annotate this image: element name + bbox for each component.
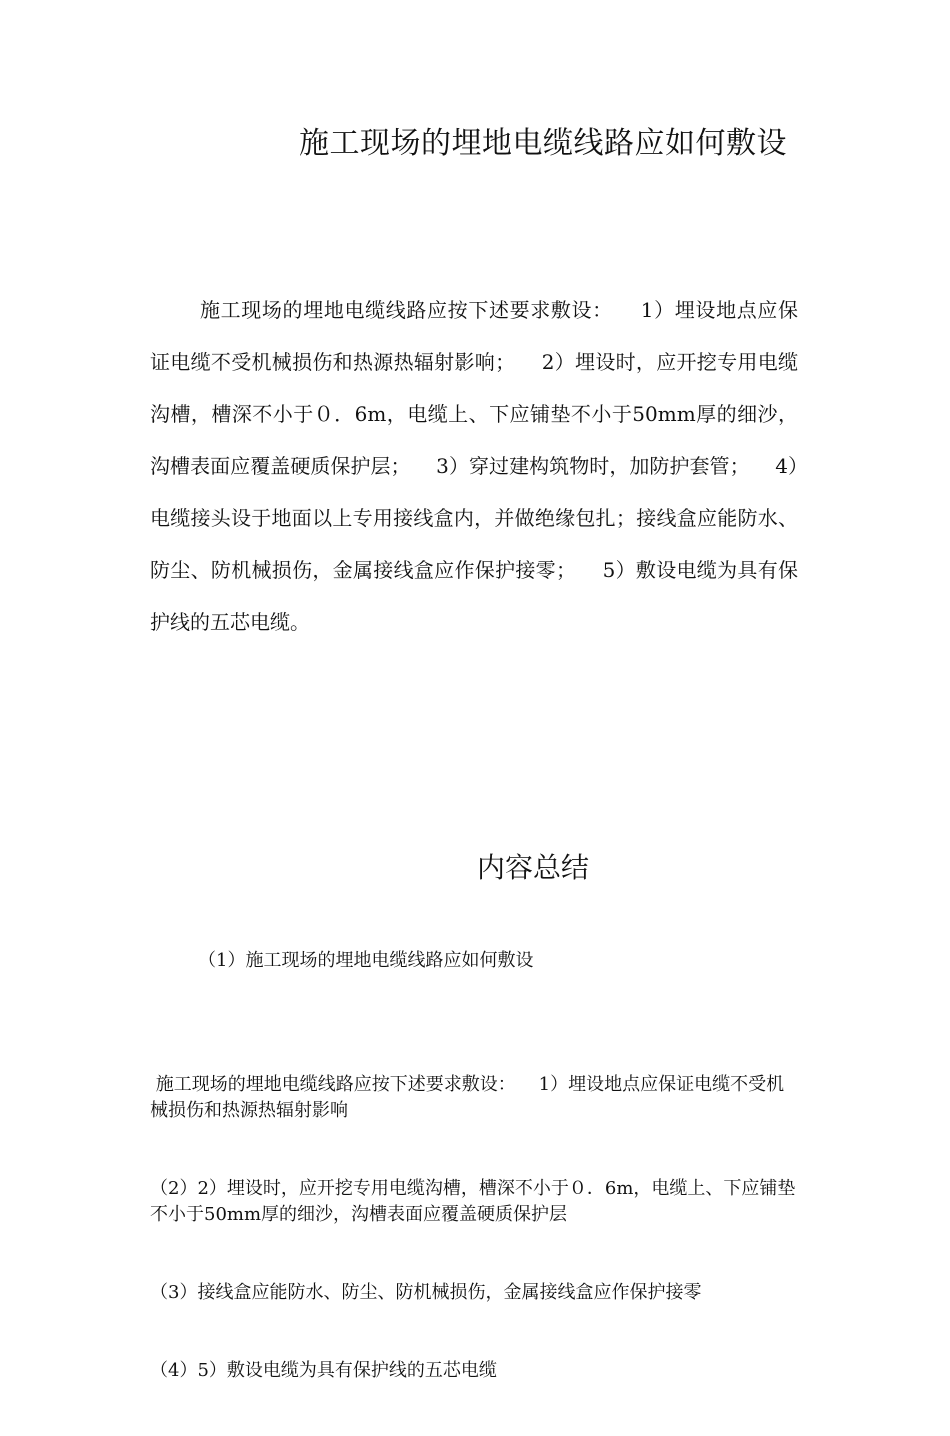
document-body: 施工现场的埋地电缆线路应按下述要求敷设： 1）埋设地点应保证电缆不受机械损伤和热源热辐射影响； 2）埋设时，应开挖专用电缆沟槽，槽深不小于０．6m，电缆上、下应铺垫不小于50mm厚的细沙，沟槽表面应覆盖硬质保护层； 3）穿过建构筑物时，加防护套管； 4）电缆接头设于地面以上专用接线盒内，并做绝缘包扎；接线盒应能防水、防尘、防机械损伤，金属接线盒应作保护接零； 5）敷设电缆为具有保护线的五芯电缆。 — [150, 298, 798, 634]
summary-heading: 内容总结 — [476, 851, 589, 884]
summary-item: （2）2）埋设时，应开挖专用电缆沟槽，槽深不小于０．6m，电缆上、下应铺垫不小于50mm厚的细沙，沟槽表面应覆盖硬质保护层 — [150, 1178, 796, 1225]
summary-list — [150, 1020, 800, 1436]
summary-item-title: （1）施工现场的埋地电缆线路应如何敷设 — [198, 950, 534, 971]
summary-item: （3）接线盒应能防水、防尘、防机械损伤，金属接线盒应作保护接零 — [150, 1282, 702, 1303]
summary-item: 施工现场的埋地电缆线路应按下述要求敷设： 1）埋设地点应保证电缆不受机械损伤和热源热辐射影响 — [150, 1074, 785, 1121]
document-title: 施工现场的埋地电缆线路应如何敷设 — [299, 126, 787, 161]
summary-item: （4）5）敷设电缆为具有保护线的五芯电缆 — [150, 1360, 497, 1381]
